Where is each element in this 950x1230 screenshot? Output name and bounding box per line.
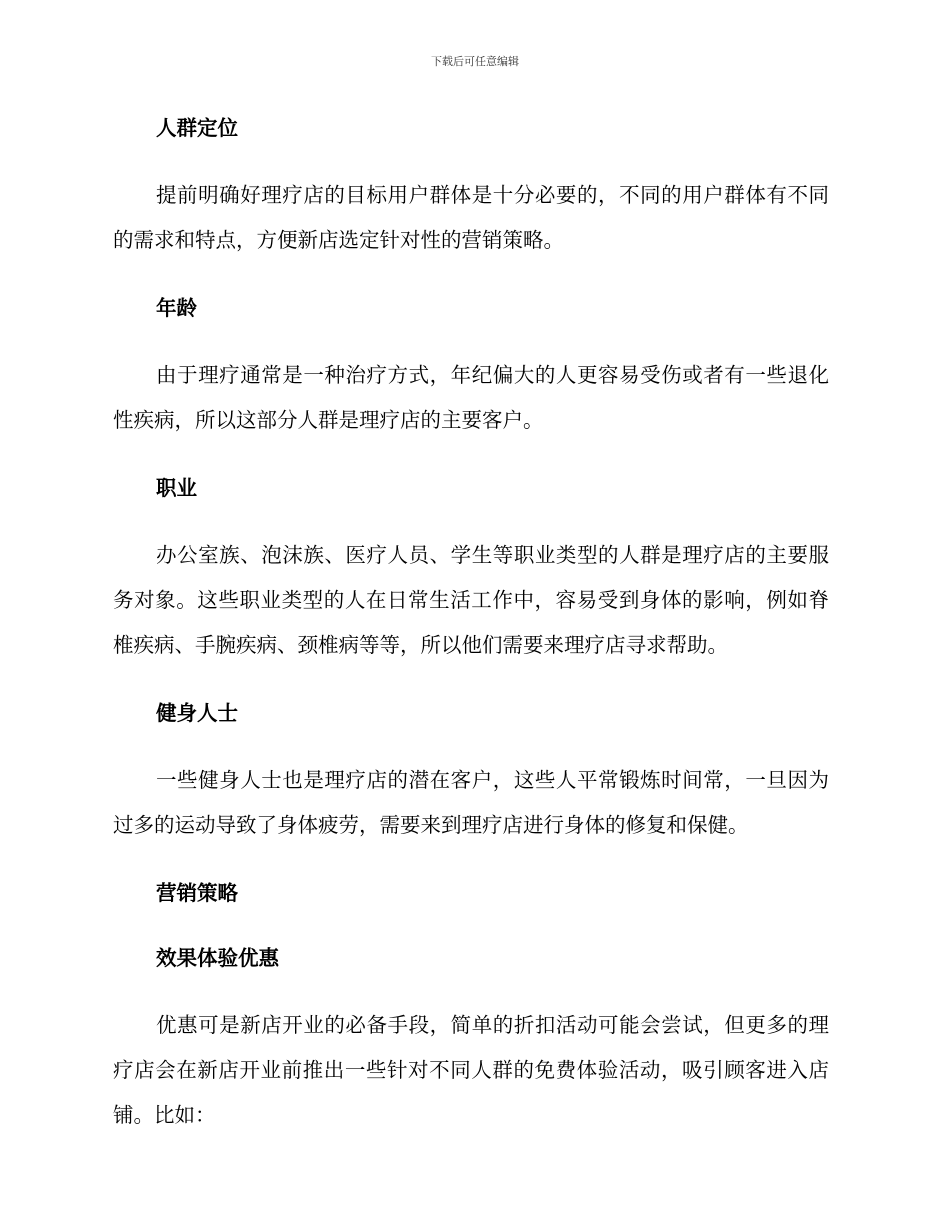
section-heading-occupation: 职业	[156, 476, 197, 500]
section-heading-audience: 人群定位	[156, 116, 238, 140]
document-body	[113, 108, 829, 1163]
page-header-note: 下载后可任意编辑	[431, 55, 519, 68]
paragraph-occupation: 办公室族、泡沫族、医疗人员、学生等职业类型的人群是理疗店的主要服务对象。这些职业类型的人在日常生活工作中，容易受到身体的影响，例如脊椎疾病、手腕疾病、颈椎病等等，所以他们需要来理疗店寻求帮助。	[113, 543, 829, 657]
section-heading-age: 年龄	[156, 296, 197, 320]
paragraph-trial-offer: 优惠可是新店开业的必备手段，简单的折扣活动可能会尝试，但更多的理疗店会在新店开业前推出一些针对不同人群的免费体验活动，吸引顾客进入店铺。比如：	[113, 1013, 829, 1127]
section-heading-fitness: 健身人士	[156, 701, 238, 725]
section-heading-marketing: 营销策略	[156, 881, 238, 905]
paragraph-fitness: 一些健身人士也是理疗店的潜在客户，这些人平常锻炼时间常，一旦因为过多的运动导致了身体疲劳，需要来到理疗店进行身体的修复和保健。	[113, 768, 829, 837]
paragraph-audience: 提前明确好理疗店的目标用户群体是十分必要的，不同的用户群体有不同的需求和特点，方便新店选定针对性的营销策略。	[113, 183, 829, 252]
section-heading-trial-offer: 效果体验优惠	[156, 946, 279, 970]
paragraph-age: 由于理疗通常是一种治疗方式，年纪偏大的人更容易受伤或者有一些退化性疾病，所以这部分人群是理疗店的主要客户。	[113, 363, 829, 432]
